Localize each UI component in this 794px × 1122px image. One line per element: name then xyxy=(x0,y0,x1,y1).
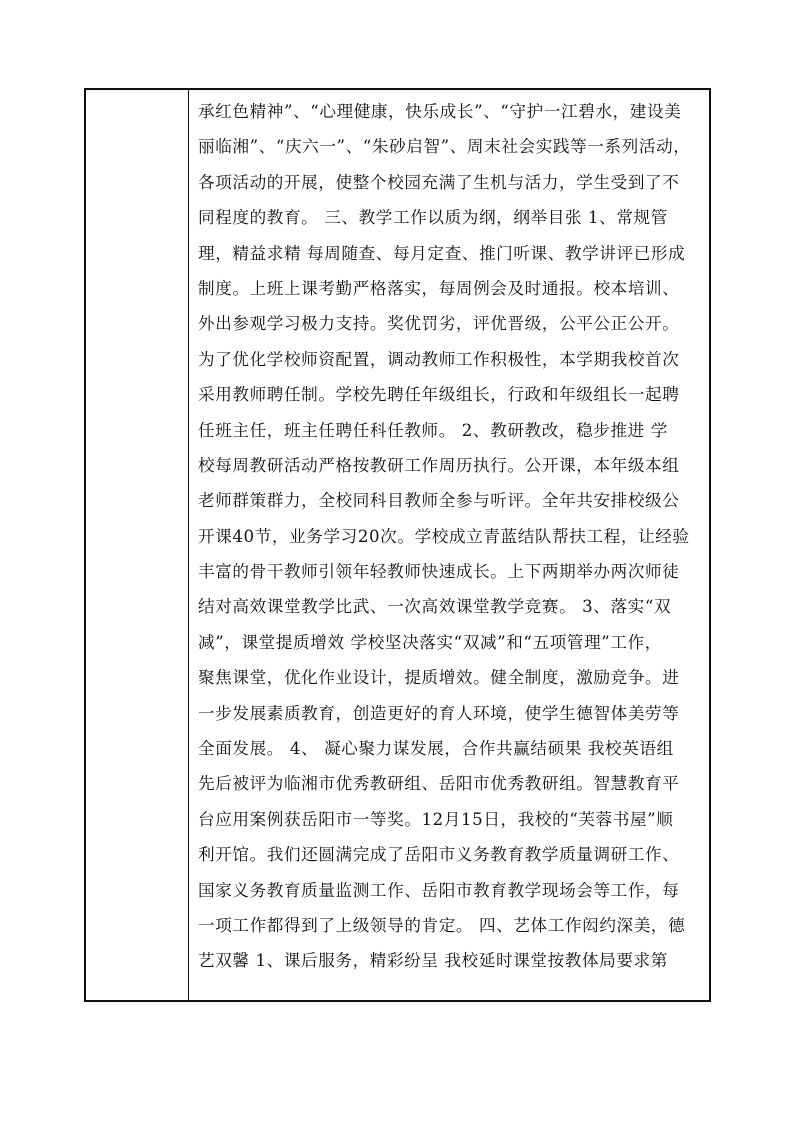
text-line: 老师群策群力，全校同科目教师全参与听评。全年共安排校级公 xyxy=(198,491,680,511)
text-line: 各项活动的开展，使整个校园充满了生机与活力，学生受到了不 xyxy=(198,172,680,192)
text-line: 先后被评为临湘市优秀教研组、岳阳市优秀教研组。智慧教育平 xyxy=(198,774,680,794)
text-line: 开课40节，业务学习20次。学校成立青蓝结队帮扶工程，让经验 xyxy=(198,526,690,546)
text-line: 一项工作都得到了上级领导的肯定。 四、艺体工作闳约深美，德 xyxy=(198,915,686,935)
text-line: 制度。上班上课考勤严格落实，每周例会及时通报。校本培训、 xyxy=(198,278,680,298)
text-line: 采用教师聘任制。学校先聘任年级组长，行政和年级组长一起聘 xyxy=(198,385,680,405)
text-line: 国家义务教育质量监测工作、岳阳市教育教学现场会等工作，每 xyxy=(198,880,680,900)
text-line: 丰富的骨干教师引领年轻教师快速成长。上下两期举办两次师徒 xyxy=(198,562,680,582)
text-line: 一步发展素质教育，创造更好的育人环境，使学生德智体美劳等 xyxy=(198,703,680,723)
text-line: 台应用案例获岳阳市一等奖。12月15日，我校的“芙蓉书屋”顺 xyxy=(198,809,674,829)
document-table xyxy=(84,88,711,1002)
text-line: 校每周教研活动严格按教研工作周历执行。公开课，本年级本组 xyxy=(198,455,680,475)
text-line: 结对高效课堂教学比武、一次高效课堂教学竞赛。 3、落实“双 xyxy=(198,597,672,617)
text-line: 外出参观学习极力支持。奖优罚劣，评优晋级，公平公正公开。 xyxy=(198,314,680,334)
table-left-cell xyxy=(86,90,188,1000)
content-cell xyxy=(198,94,706,979)
text-line: 为了优化学校师资配置，调动教师工作积极性，本学期我校首次 xyxy=(198,349,680,369)
text-line: 艺双馨 1、课后服务，精彩纷呈 我校延时课堂按教体局要求第 xyxy=(198,951,668,971)
text-line: 减”，课堂提质增效 学校坚决落实“双减”和“五项管理”工作， xyxy=(198,632,662,652)
text-line: 聚焦课堂，优化作业设计，提质增效。健全制度，激励竞争。进 xyxy=(198,668,680,688)
text-line: 利开馆。我们还圆满完成了岳阳市义务教育教学质量调研工作、 xyxy=(198,845,680,865)
text-line: 丽临湘”、“庆六一”、“朱砂启智”、周末社会实践等一系列活动， xyxy=(198,137,691,157)
text-line: 理，精益求精 每周随查、每月定查、推门听课、教学讲评已形成 xyxy=(198,243,686,263)
text-line: 承红色精神”、“心理健康，快乐成长”、“守护一江碧水，建设美 xyxy=(198,102,682,121)
text-line: 任班主任，班主任聘任科任教师。 2、教研教改，稳步推进 学 xyxy=(198,420,668,440)
text-line: 全面发展。 4、 凝心聚力谋发展，合作共赢结硕果 我校英语组 xyxy=(198,739,674,759)
column-divider xyxy=(188,90,189,1000)
text-line: 同程度的教育。 三、教学工作以质为纲，纲举目张 1、常规管 xyxy=(198,208,668,228)
